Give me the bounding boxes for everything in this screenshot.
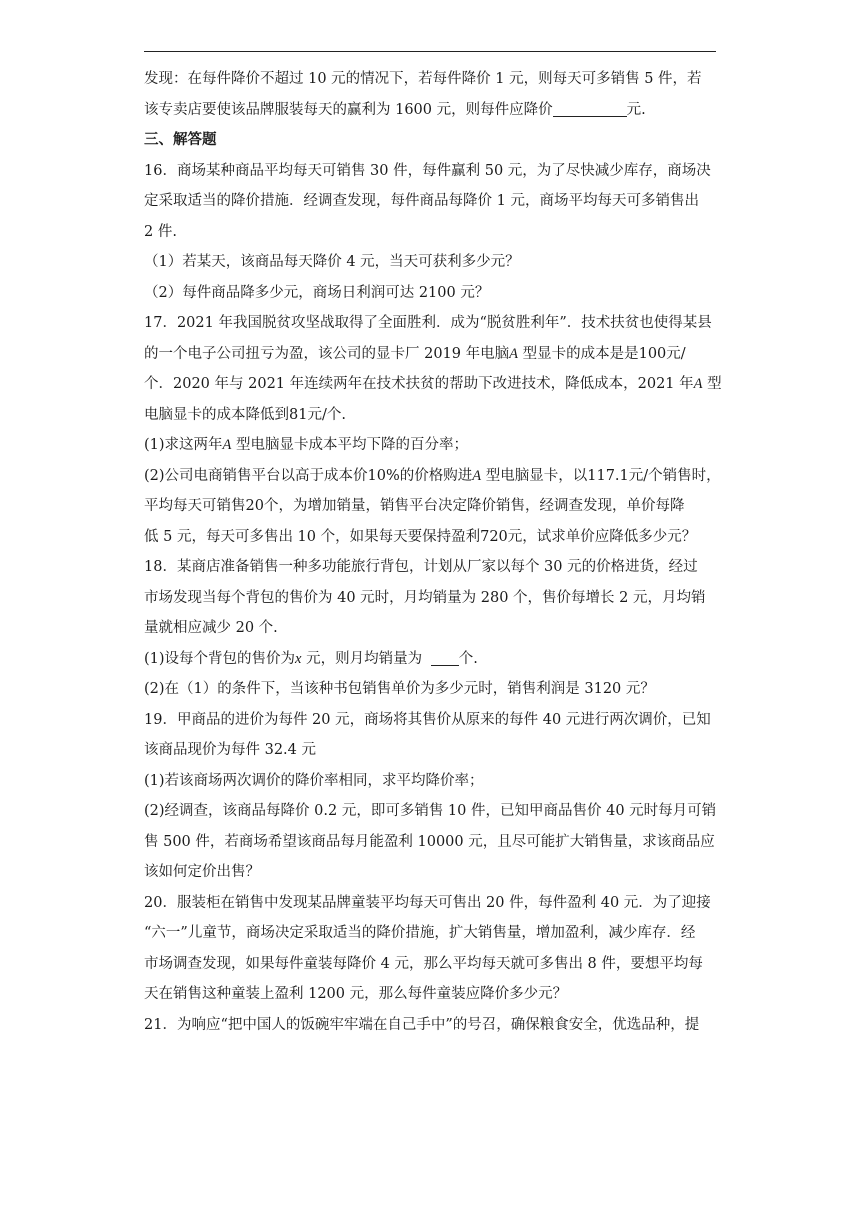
q18-part-1-post: 个.	[458, 650, 478, 667]
question-16	[144, 156, 716, 309]
q19-part-2-line-3: 该如何定价出售？	[144, 864, 260, 880]
q16-line-2: 定采取适当的降价措施．经调查发现，每件商品每降价 1 元，商场平均每天可多销售出	[144, 193, 699, 209]
q18-part-1	[144, 644, 716, 675]
question-20	[144, 888, 716, 1010]
q20-line-4: 天在销售这种童装上盈利 1200 元，那么每件童装应降价多少元？	[144, 986, 568, 1002]
q19-line-1: 19．甲商品的进价为每件 20 元，商场将其售价从原来的每件 40 元进行两次调价，已知	[144, 711, 711, 728]
intro-line-2-unit: 元.	[626, 101, 646, 118]
q18-part-1-pre: (1)设每个背包的售价为	[144, 650, 296, 667]
q17-part-2-line-3: 低 5 元，每天可多售出 10 个，如果每天要保持盈利720元，试求单价应降低多少元？	[144, 528, 697, 545]
question-18	[144, 552, 716, 705]
question-17	[144, 308, 722, 552]
q17-line-2-var: A	[509, 345, 518, 362]
q16-line-1: 16．商场某种商品平均每天可销售 30 件，每件赢利 50 元，为了尽快减少库存，商场决	[144, 162, 711, 179]
question-21	[144, 1010, 716, 1041]
intro-line-2-text: 该专卖店要使该品牌服装每天的赢利为 1600 元，则每件应降价	[144, 101, 553, 118]
q19-part-1: (1)若该商场两次调价的降价率相同，求平均降价率；	[144, 772, 484, 789]
header-rule	[144, 51, 716, 52]
answer-blank[interactable]	[553, 100, 627, 117]
intro-line-1: 发现：在每件降价不超过 10 元的情况下，若每件降价 1 元，则每天可多销售 5 件，若	[144, 71, 702, 87]
q17-part-2-pre: (2)公司电商销售平台以高于成本价10%的价格购进	[144, 467, 473, 484]
q16-line-3: 2 件.	[144, 223, 177, 240]
section-title: 三、解答题	[144, 132, 217, 148]
q18-line-3: 量就相应减少 20 个.	[144, 620, 278, 636]
q20-line-3: 市场调查发现，如果每件童装每降价 4 元，那么平均每天就可多售出 8 件，要想平均每	[144, 955, 703, 972]
q21-line-1: 21．为响应“把中国人的饭碗牢牢端在自己手中”的号召，确保粮食安全，优选品种，提	[144, 1016, 700, 1033]
q17-part-2-line-2: 平均每天可销售20个，为增加销量，销售平台决定降价销售，经调查发现，单价每降	[144, 498, 685, 514]
q18-part-1-var: x	[295, 650, 302, 667]
q17-part-2-var: A	[472, 467, 482, 484]
q17-line-1: 17．2021 年我国脱贫攻坚战取得了全面胜利．成为“脱贫胜利年”．技术扶贫也使得某县	[144, 315, 712, 331]
q18-part-1-mid: 元，则月均销量为	[301, 650, 427, 667]
q20-line-2: “六一”儿童节，商场决定采取适当的降价措施，扩大销售量，增加盈利，减少库存．经	[144, 925, 696, 941]
q17-line-3	[144, 369, 722, 400]
q17-line-3-pre: 个．2020 年与 2021 年连续两年在技术扶贫的帮助下改进技术，降低成本，2021 年	[144, 376, 694, 392]
q17-part-1	[144, 430, 716, 461]
q16-part-1: （1）若某天，该商品每天降价 4 元，当天可获利多少元？	[144, 254, 520, 270]
q19-part-2-line-1: (2)经调查，该商品每降价 0.2 元，即可多销售 10 件，已知甲商品售价 40 元时每月可销	[144, 803, 717, 819]
q17-line-3-var: A	[693, 376, 703, 392]
q19-line-2: 该商品现价为每件 32.4 元	[144, 742, 317, 758]
q17-line-2-pre: 的一个电子公司扭亏为盈，该公司的显卡厂 2019 年电脑	[144, 345, 510, 362]
q17-line-3-post: 型	[702, 376, 722, 392]
q19-part-2-line-2: 售 500 件，若商场希望该商品每月能盈利 10000 元，且尽可能扩大销售量，求该商品应	[144, 833, 715, 850]
q17-line-2	[144, 339, 716, 370]
q16-part-2: （2）每件商品降多少元，商场日利润可达 2100 元？	[144, 284, 490, 301]
question-19	[144, 705, 716, 888]
q17-part-1-var: A	[222, 437, 232, 453]
intro-line-2	[144, 95, 716, 126]
q18-part-2: (2)在（1）的条件下，当该种书包销售单价为多少元时，销售利润是 3120 元？	[144, 681, 655, 697]
q18-line-2: 市场发现当每个背包的售价为 40 元时，月均销量为 280 个，售价每增长 2 元，月均销	[144, 589, 706, 606]
q17-part-2-post: 型电脑显卡，以117.1元/个销售时，	[481, 467, 721, 484]
q18-line-1: 18．某商店准备销售一种多功能旅行背包，计划从厂家以每个 30 元的价格进货，经过	[144, 559, 698, 575]
document-body	[144, 64, 722, 1040]
q17-part-2-line-1	[144, 461, 721, 492]
q17-line-2-post: 型显卡的成本是是100元/	[517, 345, 686, 362]
q17-part-1-post: 型电脑显卡成本平均下降的百分率；	[231, 437, 469, 453]
q17-part-1-pre: (1)求这两年	[144, 437, 223, 453]
q17-line-4: 电脑显卡的成本降低到81元/个.	[144, 406, 346, 423]
answer-blank[interactable]	[431, 649, 459, 666]
q20-line-1: 20．服装柜在销售中发现某品牌童装平均每天可售出 20 件，每件盈利 40 元．为了迎接	[144, 894, 711, 911]
